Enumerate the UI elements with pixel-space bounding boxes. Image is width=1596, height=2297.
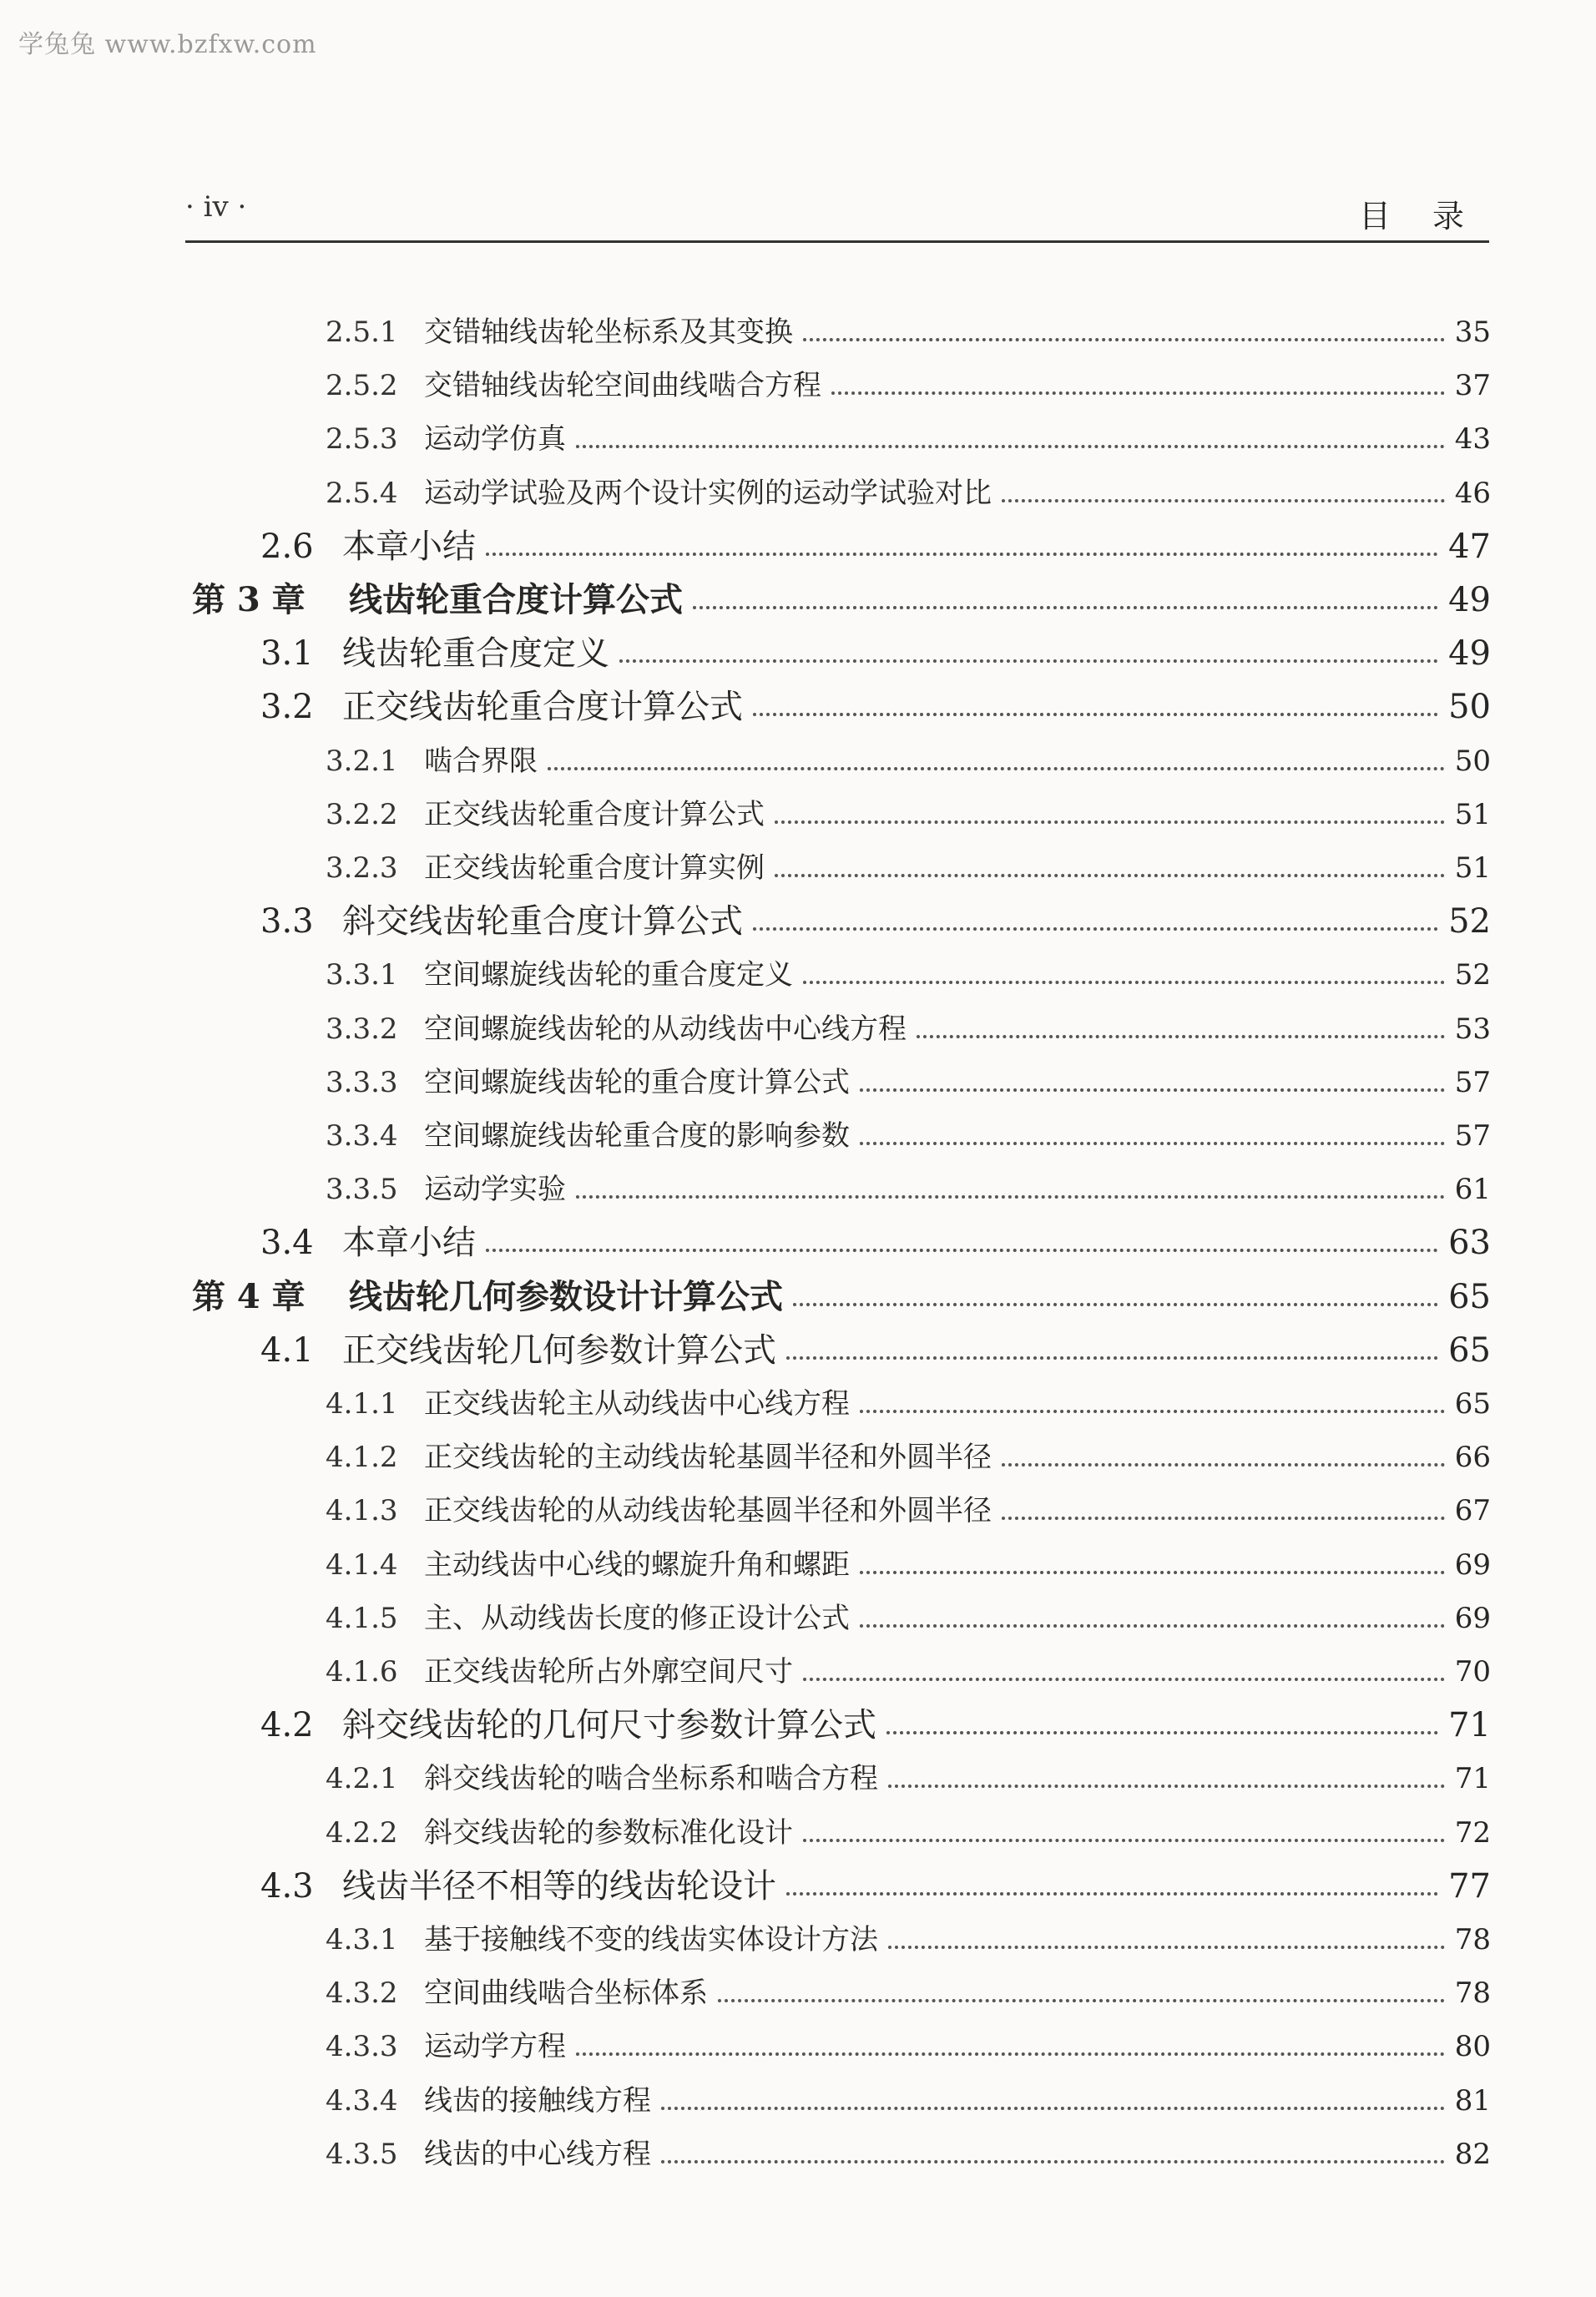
toc-entry-title: 啮合界限 xyxy=(424,744,538,778)
toc-entry-number: 3.3.3 xyxy=(326,1065,398,1099)
dot-leader xyxy=(803,338,1445,341)
toc-entry-number: 4.2.1 xyxy=(326,1762,398,1796)
toc-entry-title: 正交线齿轮的从动线齿轮基圆半径和外圆半径 xyxy=(424,1494,992,1528)
toc-entry[interactable] xyxy=(326,362,1491,404)
toc-entry[interactable] xyxy=(260,684,1491,725)
toc-entry[interactable] xyxy=(260,1863,1491,1905)
toc-entry-page: 35 xyxy=(1454,316,1491,349)
dot-leader xyxy=(860,1624,1445,1628)
toc-entry-title: 正交线齿轮重合度计算公式 xyxy=(424,797,765,831)
toc-entry-number: 第 4 章 xyxy=(192,1276,306,1316)
toc-entry-number: 4.3.4 xyxy=(326,2083,398,2118)
toc-entry-page: 52 xyxy=(1448,902,1491,942)
toc-entry[interactable] xyxy=(326,2131,1491,2173)
toc-entry-title: 主动线齿中心线的螺旋升角和螺距 xyxy=(424,1547,850,1582)
toc-entry-page: 43 xyxy=(1454,422,1491,457)
toc-entry-number: 3.2.2 xyxy=(326,797,398,831)
toc-entry-page: 57 xyxy=(1454,1065,1491,1099)
toc-entry-title: 斜交线齿轮的参数标准化设计 xyxy=(424,1815,793,1850)
dot-leader xyxy=(486,553,1438,556)
toc-entry[interactable] xyxy=(326,1648,1491,1690)
toc-entry-title: 正交线齿轮几何参数计算公式 xyxy=(342,1330,776,1370)
toc-entry-title: 空间螺旋线齿轮重合度的影响参数 xyxy=(424,1119,850,1153)
watermark-text: 学兔兔 www.bzfxw.com xyxy=(18,30,317,59)
toc-entry-number: 3.2.1 xyxy=(326,744,398,778)
toc-entry[interactable] xyxy=(326,1487,1491,1529)
dot-leader xyxy=(775,874,1445,877)
toc-entry-title: 本章小结 xyxy=(342,1224,476,1263)
toc-entry-page: 72 xyxy=(1454,1815,1491,1850)
toc-entry-number: 4.1.5 xyxy=(326,1601,398,1635)
toc-entry-page: 70 xyxy=(1454,1655,1491,1689)
toc-entry-title: 交错轴线齿轮坐标系及其变换 xyxy=(424,316,793,349)
toc-entry[interactable] xyxy=(326,738,1491,780)
toc-entry-page: 46 xyxy=(1454,476,1491,510)
dot-leader xyxy=(888,1946,1445,1949)
toc-entry-number: 4.1.3 xyxy=(326,1494,398,1528)
toc-entry-page: 51 xyxy=(1454,797,1491,831)
dot-leader xyxy=(831,391,1445,395)
toc-entry[interactable] xyxy=(326,1755,1491,1797)
toc-entry-page: 67 xyxy=(1454,1494,1491,1528)
dot-leader xyxy=(793,1303,1438,1306)
toc-entry-number: 2.5.4 xyxy=(326,476,398,510)
toc-entry[interactable] xyxy=(326,2023,1491,2065)
toc-entry-title: 线齿轮重合度计算公式 xyxy=(349,580,683,619)
toc-entry-title: 正交线齿轮主从动线齿中心线方程 xyxy=(424,1387,850,1421)
toc-entry[interactable] xyxy=(326,791,1491,833)
toc-entry[interactable] xyxy=(260,898,1491,940)
toc-entry[interactable] xyxy=(326,470,1491,512)
toc-entry-title: 正交线齿轮重合度计算公式 xyxy=(342,688,743,727)
toc-entry-number: 4.3.3 xyxy=(326,2030,398,2064)
toc-entry-page: 49 xyxy=(1448,581,1491,619)
toc-entry-number: 4.1.6 xyxy=(326,1655,398,1689)
toc-entry-title: 线齿的中心线方程 xyxy=(424,2137,651,2171)
toc-entry-page: 81 xyxy=(1454,2083,1491,2118)
toc-entry-title: 线齿轮重合度定义 xyxy=(342,634,609,674)
page-number: · iv · xyxy=(185,190,247,224)
toc-entry[interactable] xyxy=(326,416,1491,457)
dot-leader xyxy=(1002,499,1445,502)
toc-entry-page: 82 xyxy=(1454,2137,1491,2171)
dot-leader xyxy=(860,1142,1445,1145)
toc-entry-number: 3.3.4 xyxy=(326,1119,398,1153)
toc-entry-page: 47 xyxy=(1448,527,1491,566)
toc-entry-number: 4.1.2 xyxy=(326,1441,398,1475)
toc-entry-number: 4.3.5 xyxy=(326,2137,398,2171)
dot-leader xyxy=(860,1410,1445,1413)
toc-entry-number: 4.1 xyxy=(260,1330,314,1370)
toc-entry-page: 37 xyxy=(1454,369,1491,403)
toc-entry-number: 3.1 xyxy=(260,634,314,674)
toc-entry[interactable] xyxy=(260,523,1491,565)
toc-entry-number: 2.5.1 xyxy=(326,316,398,349)
toc-entry-page: 69 xyxy=(1454,1547,1491,1582)
dot-leader xyxy=(1002,1517,1445,1520)
toc-entry-number: 第 3 章 xyxy=(192,580,306,619)
dot-leader xyxy=(803,1839,1445,1842)
toc-entry-number: 2.5.2 xyxy=(326,369,398,403)
toc-entry[interactable] xyxy=(326,952,1491,993)
toc-entry[interactable] xyxy=(326,1381,1491,1422)
dot-leader xyxy=(548,767,1445,770)
toc-entry-number: 4.2.2 xyxy=(326,1815,398,1850)
toc-entry-page: 49 xyxy=(1448,634,1491,674)
toc-entry-title: 本章小结 xyxy=(342,527,476,566)
dot-leader xyxy=(917,1035,1445,1038)
toc-entry-title: 正交线齿轮重合度计算实例 xyxy=(424,851,765,885)
toc-entry-page: 66 xyxy=(1454,1441,1491,1475)
toc-entry[interactable] xyxy=(326,1595,1491,1637)
toc-entry-title: 正交线齿轮的主动线齿轮基圆半径和外圆半径 xyxy=(424,1441,992,1475)
toc-entry-page: 65 xyxy=(1448,1330,1491,1370)
dot-leader xyxy=(661,2107,1445,2110)
dot-leader xyxy=(661,2160,1445,2163)
toc-entry-page: 61 xyxy=(1454,1173,1491,1207)
toc-entry-page: 65 xyxy=(1448,1277,1491,1316)
toc-entry[interactable] xyxy=(326,845,1491,886)
toc-entry[interactable] xyxy=(326,1006,1491,1048)
toc-entry-title: 交错轴线齿轮空间曲线啮合方程 xyxy=(424,369,821,403)
toc-entry-title: 运动学仿真 xyxy=(424,422,566,457)
toc-entry-number: 4.1.4 xyxy=(326,1547,398,1582)
toc-entry[interactable] xyxy=(326,1542,1491,1583)
toc-entry-number: 3.3.2 xyxy=(326,1012,398,1046)
toc-entry-number: 3.2.3 xyxy=(326,851,398,885)
toc-entry-number: 4.3.1 xyxy=(326,1923,398,1956)
toc-entry-page: 50 xyxy=(1454,744,1491,778)
toc-entry-page: 71 xyxy=(1448,1706,1491,1745)
toc-entry-title: 运动学试验及两个设计实例的运动学试验对比 xyxy=(424,476,992,510)
toc-entry[interactable] xyxy=(326,1434,1491,1476)
dot-leader xyxy=(753,713,1438,716)
toc-entry-number: 3.3 xyxy=(260,902,314,942)
dot-leader xyxy=(576,2052,1445,2056)
toc-entry-title: 斜交线齿轮的啮合坐标系和啮合方程 xyxy=(424,1762,878,1796)
dot-leader xyxy=(718,1999,1445,2002)
toc-entry-page: 65 xyxy=(1454,1387,1491,1421)
toc-entry-title: 斜交线齿轮的几何尺寸参数计算公式 xyxy=(342,1706,876,1745)
toc-entry-title: 空间曲线啮合坐标体系 xyxy=(424,1976,708,2011)
toc-entry-number: 3.4 xyxy=(260,1224,314,1263)
toc-entry[interactable] xyxy=(192,1274,1491,1315)
dot-leader xyxy=(576,445,1445,448)
dot-leader xyxy=(860,1571,1445,1574)
dot-leader xyxy=(803,1678,1445,1681)
toc-entry-page: 77 xyxy=(1448,1866,1491,1906)
toc-entry-title: 空间螺旋线齿轮的从动线齿中心线方程 xyxy=(424,1012,907,1046)
toc-entry[interactable] xyxy=(326,2077,1491,2119)
toc-entry-title: 空间螺旋线齿轮的重合度定义 xyxy=(424,958,793,992)
toc-entry-title: 线齿半径不相等的线齿轮设计 xyxy=(342,1866,776,1906)
dot-leader xyxy=(775,820,1445,824)
toc-entry-page: 50 xyxy=(1448,688,1491,727)
toc-entry[interactable] xyxy=(192,577,1491,618)
toc-entry-page: 78 xyxy=(1454,1923,1491,1956)
toc-entry-title: 线齿轮几何参数设计计算公式 xyxy=(349,1276,783,1316)
toc-entry-title: 基于接触线不变的线齿实体设计方法 xyxy=(424,1923,878,1956)
toc-entry-page: 51 xyxy=(1454,851,1491,885)
toc-entry-page: 69 xyxy=(1454,1601,1491,1635)
toc-entry-page: 78 xyxy=(1454,1976,1491,2011)
toc-entry-number: 4.3.2 xyxy=(326,1976,398,2011)
dot-leader xyxy=(576,1195,1445,1199)
toc-entry-title: 主、从动线齿长度的修正设计公式 xyxy=(424,1601,850,1635)
page-header xyxy=(185,190,1506,243)
dot-leader xyxy=(786,1356,1438,1360)
toc-entry[interactable] xyxy=(260,1327,1491,1369)
toc-entry-number: 3.3.1 xyxy=(326,958,398,992)
toc-entry-number: 4.2 xyxy=(260,1706,314,1745)
dot-leader xyxy=(486,1249,1438,1252)
toc-entry-page: 57 xyxy=(1454,1119,1491,1153)
dot-leader xyxy=(1002,1463,1445,1467)
toc-entry[interactable] xyxy=(260,630,1491,672)
toc-entry-title: 空间螺旋线齿轮的重合度计算公式 xyxy=(424,1065,850,1099)
toc-entry-title: 运动学方程 xyxy=(424,2030,566,2064)
toc-entry-number: 2.5.3 xyxy=(326,422,398,457)
dot-leader xyxy=(886,1731,1438,1734)
toc-entry[interactable] xyxy=(326,1916,1491,1958)
toc-entry-page: 52 xyxy=(1454,958,1491,992)
dot-leader xyxy=(803,981,1445,984)
toc-entry-page: 80 xyxy=(1454,2030,1491,2064)
toc-entry-number: 3.2 xyxy=(260,688,314,727)
toc-entry-title: 正交线齿轮所占外廓空间尺寸 xyxy=(424,1655,793,1689)
toc-entry-number: 2.6 xyxy=(260,527,314,566)
toc-entry-page: 63 xyxy=(1448,1224,1491,1263)
toc-entry[interactable] xyxy=(326,1166,1491,1208)
dot-leader xyxy=(693,606,1438,609)
toc-entry-page: 71 xyxy=(1454,1762,1491,1796)
toc-entry-title: 线齿的接触线方程 xyxy=(424,2083,651,2118)
section-title: 目录 xyxy=(1358,198,1506,235)
toc-entry[interactable] xyxy=(326,1810,1491,1851)
toc-entry-title: 运动学实验 xyxy=(424,1173,566,1207)
toc-entry[interactable] xyxy=(326,1970,1491,2012)
dot-leader xyxy=(753,927,1438,931)
toc-entry-title: 斜交线齿轮重合度计算公式 xyxy=(342,902,743,942)
dot-leader xyxy=(888,1785,1445,1788)
toc-entry-number: 4.1.1 xyxy=(326,1387,398,1421)
toc-entry[interactable] xyxy=(326,1059,1491,1101)
toc-entry-page: 53 xyxy=(1454,1012,1491,1046)
toc-entry[interactable] xyxy=(326,309,1491,351)
toc-entry[interactable] xyxy=(260,1702,1491,1744)
toc-entry[interactable] xyxy=(326,1113,1491,1154)
dot-leader xyxy=(786,1892,1438,1896)
toc-entry[interactable] xyxy=(260,1219,1491,1261)
toc-entry-number: 3.3.5 xyxy=(326,1173,398,1207)
toc-entry-number: 4.3 xyxy=(260,1866,314,1906)
dot-leader xyxy=(619,659,1438,663)
dot-leader xyxy=(860,1088,1445,1092)
